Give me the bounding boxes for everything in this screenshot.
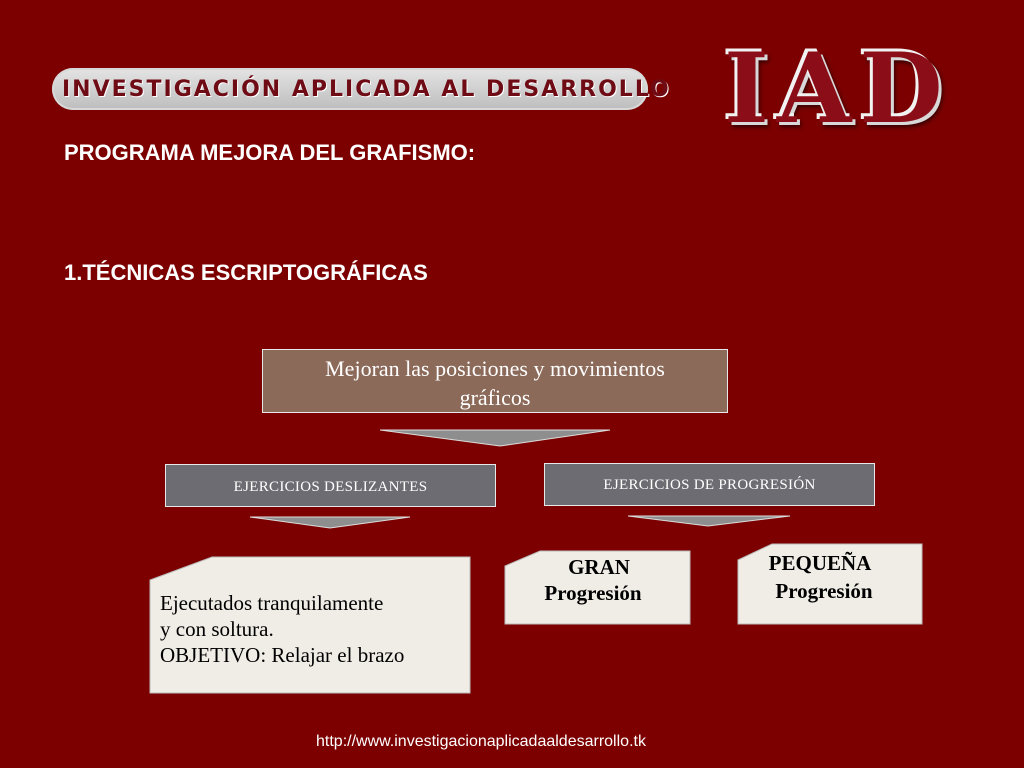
ejercicios-progresion-box: EJERCICIOS DE PROGRESIÓN (544, 463, 875, 506)
pequena-line-1: PEQUEÑA (768, 551, 872, 575)
note-left-text (160, 590, 404, 668)
note-gran-text (520, 554, 666, 606)
program-title: PROGRAMA MEJORA DEL GRAFISMO: (64, 140, 476, 165)
arrow-down-right (628, 516, 790, 526)
section-title: 1.TÉCNICAS ESCRIPTOGRÁFICAS (64, 260, 428, 285)
iad-logo: IAD (724, 32, 951, 145)
ejercicios-deslizantes-box: EJERCICIOS DESLIZANTES (165, 464, 496, 507)
pequena-line-2: Progresión (775, 579, 873, 603)
gran-line-2: Progresión (544, 581, 642, 605)
top-box-line-2: gráficos (459, 385, 531, 410)
note-left-line-1: Ejecutados tranquilamente (160, 591, 384, 615)
header-banner-text: INVESTIGACIÓN APLICADA AL DESARROLLO (62, 77, 671, 102)
top-box (262, 349, 728, 413)
arrow-down-left (250, 517, 410, 528)
gran-line-1: GRAN (568, 555, 630, 579)
note-left-line-2: y con soltura. (160, 617, 274, 641)
top-box-line-1: Mejoran las posiciones y movimientos (325, 356, 665, 381)
note-pequena-text (756, 549, 902, 605)
arrow-down-main (380, 430, 610, 446)
note-left-line-3: OBJETIVO: Relajar el brazo (160, 643, 405, 667)
footer-url: http://www.investigacionaplicadaaldesarrollo.tk (316, 733, 646, 750)
